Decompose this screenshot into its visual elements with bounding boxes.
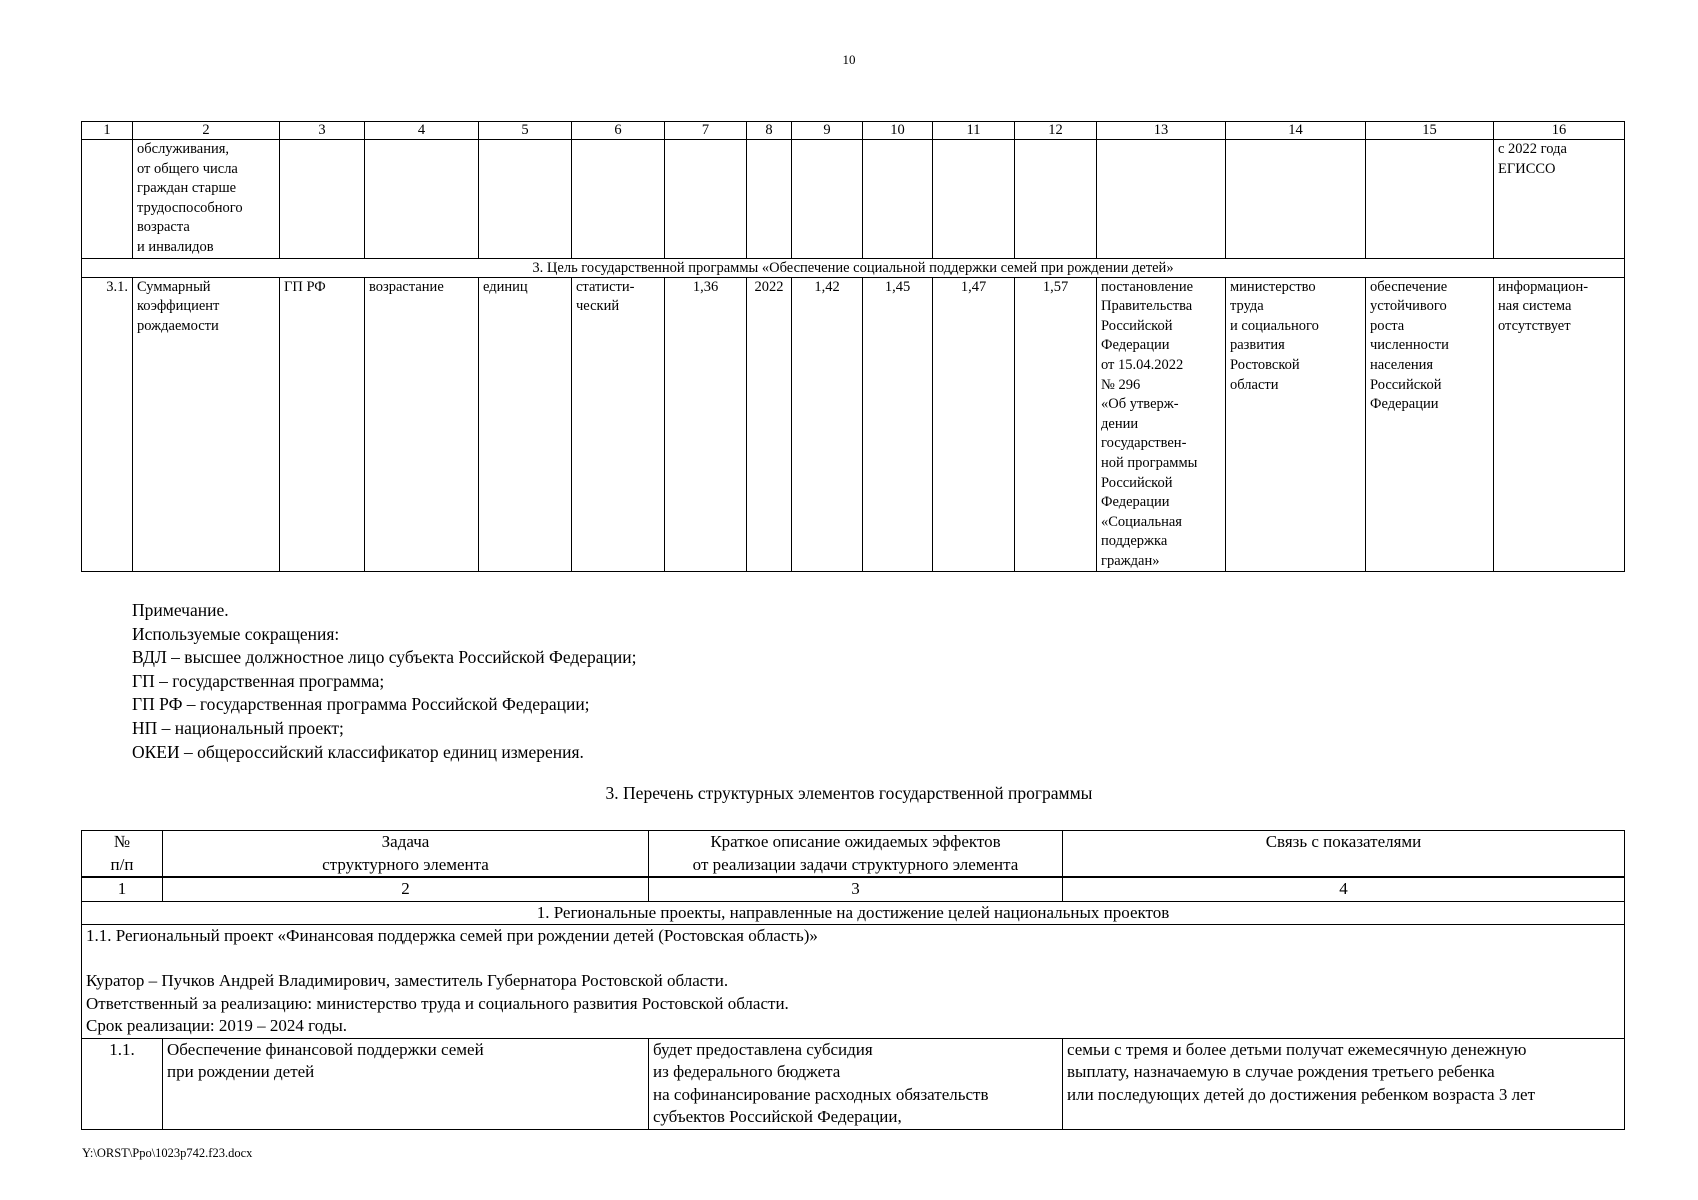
text-line: на софинансирование расходных обязательств	[653, 1084, 989, 1104]
col-number: 7	[665, 122, 747, 140]
text-line: субъектов Российской Федерации,	[653, 1107, 902, 1126]
col-number: 9	[792, 122, 863, 140]
notes-block	[132, 599, 637, 764]
structural-elements-table	[81, 830, 1625, 1130]
value-cell: 1,42	[792, 277, 863, 572]
indicator-row	[82, 277, 1625, 572]
text-line: области	[1230, 376, 1279, 393]
value-cell: 1,57	[1015, 277, 1097, 572]
base-year: 2022	[747, 277, 792, 572]
text-line: «Социальная	[1101, 513, 1182, 530]
text-line: из федерального бюджета	[653, 1062, 841, 1081]
text-line: с 2022 года	[1498, 141, 1567, 157]
text-line: выплату, назначаемую в случае рождения третьего ребенка	[1067, 1062, 1495, 1081]
notes-line: НП – национальный проект;	[132, 717, 344, 738]
header-cell	[82, 831, 163, 878]
text-line: ческий	[576, 298, 620, 315]
col-number: 3	[280, 122, 365, 140]
col-number: 2	[163, 877, 649, 901]
header-cell	[649, 831, 1063, 878]
text-line: «Об утверж-	[1101, 396, 1179, 413]
header-line: Краткое описание ожидаемых эффектов	[710, 832, 1001, 851]
col-number: 1	[82, 877, 163, 901]
text-line: от общего числа	[137, 160, 238, 177]
project-term: Срок реализации: 2019 – 2024 годы.	[86, 1016, 348, 1035]
task-cell	[163, 1038, 649, 1129]
col-number: 4	[1063, 877, 1625, 901]
indicators-table	[81, 121, 1625, 572]
text-line: ная система	[1498, 298, 1572, 315]
text-line: Федерации	[1370, 396, 1439, 413]
text-line: при рождении детей	[167, 1062, 315, 1081]
col-number: 13	[1097, 122, 1226, 140]
header-line: №	[113, 832, 131, 851]
text-line: граждан»	[1101, 552, 1160, 569]
continued-row	[82, 140, 1625, 259]
text-line: постановление	[1101, 278, 1194, 295]
text-line: трудоспособного	[137, 199, 243, 216]
col-number: 3	[649, 877, 1063, 901]
section-row	[82, 901, 1625, 925]
text-line: и социального	[1230, 317, 1319, 334]
header-line: от реализации задачи структурного элемента	[692, 854, 1019, 874]
text-line: Обеспечение финансовой поддержки семей	[167, 1039, 484, 1059]
base-value: 1,36	[665, 277, 747, 572]
header-line: п/п	[110, 854, 134, 874]
header-line: Задача	[381, 832, 430, 851]
text-line: численности	[1370, 337, 1449, 354]
text-line: Российской	[1101, 474, 1173, 491]
header-row	[82, 831, 1625, 878]
project-curator: Куратор – Пучков Андрей Владимирович, заместитель Губернатора Ростовской области.	[86, 971, 729, 990]
text-line: Российской	[1370, 376, 1442, 393]
notes-line: ВДЛ – высшее должностное лицо субъекта Российской Федерации;	[132, 647, 637, 668]
text-line: Ростовской	[1230, 356, 1300, 373]
indicator-level: ГП РФ	[280, 277, 365, 572]
indicator-direction: возрастание	[365, 277, 479, 572]
text-line: Российской	[1101, 317, 1173, 334]
text-line: возраста	[137, 219, 190, 236]
text-line: министерство	[1230, 278, 1316, 295]
task-row	[82, 1038, 1625, 1129]
notes-line: Используемые сокращения:	[132, 623, 340, 644]
value-cell: 1,47	[933, 277, 1015, 572]
col-number: 2	[133, 122, 280, 140]
project-description	[82, 925, 1625, 1039]
text-line: населения	[1370, 356, 1434, 373]
header-cell	[1063, 831, 1625, 878]
link-cell	[1366, 277, 1494, 572]
text-line: труда	[1230, 298, 1264, 315]
col-number: 15	[1366, 122, 1494, 140]
text-line: от 15.04.2022	[1101, 356, 1184, 373]
project-row	[82, 925, 1625, 1039]
text-line: Правительства	[1101, 298, 1193, 315]
indicator-unit: единиц	[479, 277, 572, 572]
col-number: 6	[572, 122, 665, 140]
col-number: 12	[1015, 122, 1097, 140]
row-number: 1.1.	[82, 1038, 163, 1129]
text-line: обслуживания,	[137, 141, 230, 157]
row-number: 3.1.	[82, 277, 133, 572]
goal-row	[82, 258, 1625, 277]
notes-line: ОКЕИ – общероссийский классификатор единиц измерения.	[132, 741, 584, 762]
project-title: 1.1. Региональный проект «Финансовая поддержка семей при рождении детей (Ростовская область)»	[86, 926, 818, 945]
text-line: отсутствует	[1498, 317, 1571, 334]
text-line: дении	[1101, 415, 1139, 432]
indicator-name-cell	[133, 140, 280, 259]
col-number: 5	[479, 122, 572, 140]
text-line: обеспечение	[1370, 278, 1448, 295]
project-responsible: Ответственный за реализацию: министерство труда и социального развития Ростовской области.	[86, 993, 789, 1013]
text-line: информацион-	[1498, 278, 1589, 295]
col-number: 14	[1226, 122, 1366, 140]
text-line: № 296	[1101, 376, 1141, 393]
text-line: роста	[1370, 317, 1405, 334]
text-line: Суммарный	[137, 278, 211, 295]
text-line: статисти-	[576, 278, 635, 295]
indicator-type-cell	[572, 277, 665, 572]
col-number: 10	[863, 122, 933, 140]
text-line: ной программы	[1101, 454, 1198, 471]
text-line: устойчивого	[1370, 298, 1447, 315]
header-line: структурного элемента	[322, 854, 489, 874]
info-system-cell	[1494, 140, 1625, 259]
text-line: Федерации	[1101, 337, 1170, 354]
col-number: 16	[1494, 122, 1625, 140]
text-line: развития	[1230, 337, 1285, 354]
section-title: 3. Перечень структурных элементов государственной программы	[605, 783, 1093, 803]
file-path-footer: Y:\ORST\Ppo\1023p742.f23.docx	[82, 1146, 253, 1160]
info-system-cell	[1494, 277, 1625, 572]
goal-heading: 3. Цель государственной программы «Обеспечение социальной поддержки семей при рождении детей»	[82, 258, 1625, 277]
page-number: 10	[842, 52, 856, 67]
text-line: граждан старше	[137, 180, 237, 197]
notes-line: ГП РФ – государственная программа Российской Федерации;	[132, 694, 590, 715]
col-number: 8	[747, 122, 792, 140]
header-line: Связь с показателями	[1265, 832, 1422, 851]
header-cell	[163, 831, 649, 878]
notes-line: Примечание.	[132, 600, 229, 620]
text-line: или последующих детей до достижения ребенком возраста 3 лет	[1067, 1084, 1536, 1104]
text-line: коэффициент	[137, 298, 220, 315]
responsible-cell	[1226, 277, 1366, 572]
text-line: поддержка	[1101, 533, 1168, 550]
document-cell	[1097, 277, 1226, 572]
col-number: 11	[933, 122, 1015, 140]
section-heading: 1. Региональные проекты, направленные на достижение целей национальных проектов	[82, 901, 1625, 925]
col-number: 1	[82, 122, 133, 140]
value-cell: 1,45	[863, 277, 933, 572]
text-line: государствен-	[1101, 435, 1187, 452]
text-line: ЕГИССО	[1498, 160, 1556, 177]
link-cell	[1063, 1038, 1625, 1129]
text-line: и инвалидов	[137, 238, 214, 255]
text-line: Федерации	[1101, 494, 1170, 511]
indicator-name-cell	[133, 277, 280, 572]
effects-cell	[649, 1038, 1063, 1129]
column-numbers-row	[82, 877, 1625, 901]
column-numbers-row	[82, 122, 1625, 140]
text-line: рождаемости	[137, 317, 219, 334]
text-line: будет предоставлена субсидия	[653, 1039, 873, 1059]
col-number: 4	[365, 122, 479, 140]
notes-line: ГП – государственная программа;	[132, 670, 385, 691]
text-line: семьи с тремя и более детьми получат ежемесячную денежную	[1067, 1039, 1527, 1059]
